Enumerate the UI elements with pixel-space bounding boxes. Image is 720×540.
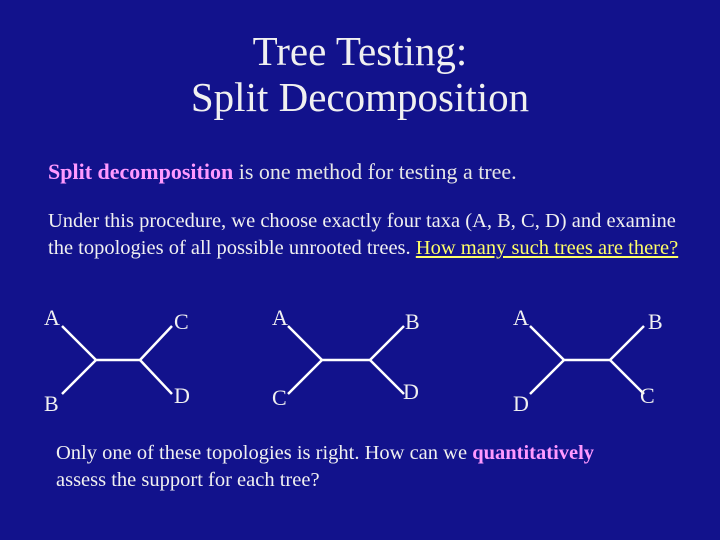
tree-3-bottom-right-label: C bbox=[640, 383, 655, 408]
procedure-text: Under this procedure, we choose exactly four taxa (A, B, C, D) and examine the topologies of all possible unrooted trees. bbox=[48, 210, 676, 259]
tree-3-top-left-label: A bbox=[513, 305, 529, 330]
title-line-2: Split Decomposition bbox=[190, 74, 530, 120]
tree-1-top-right-label: C bbox=[174, 309, 189, 334]
tree-1-top-left-label: A bbox=[44, 305, 60, 330]
tree-1-edges bbox=[62, 326, 172, 394]
conclusion-highlight: quantitatively bbox=[472, 442, 595, 464]
tree-2-top-left-label: A bbox=[272, 305, 288, 330]
tree-1-bottom-left-label: B bbox=[44, 391, 59, 416]
title-line-1: Tree Testing: bbox=[252, 28, 468, 74]
question-text: How many such trees are there? bbox=[415, 237, 679, 259]
tree-3-bottom-left-label: D bbox=[513, 391, 529, 416]
conclusion-text-2: assess the support for each tree? bbox=[56, 469, 320, 491]
tree-2-top-right-label: B bbox=[405, 309, 420, 334]
intro-sentence bbox=[48, 158, 688, 186]
conclusion-paragraph bbox=[56, 440, 616, 494]
tree-2-edges bbox=[288, 326, 404, 394]
tree-3-top-right-label: B bbox=[648, 309, 663, 334]
conclusion-text-1: Only one of these topologies is right. How can we bbox=[56, 442, 473, 464]
tree-2-bottom-left-label: C bbox=[272, 385, 287, 410]
tree-topologies bbox=[0, 300, 720, 420]
slide-title bbox=[0, 28, 720, 120]
tree-2-bottom-right-label: D bbox=[403, 379, 419, 404]
intro-highlight: Split decomposition bbox=[48, 159, 234, 184]
intro-rest: is one method for testing a tree. bbox=[233, 159, 517, 184]
tree-lines bbox=[0, 300, 720, 420]
tree-1-bottom-right-label: D bbox=[174, 383, 190, 408]
tree-3-edges bbox=[530, 326, 644, 394]
procedure-paragraph bbox=[48, 208, 688, 262]
